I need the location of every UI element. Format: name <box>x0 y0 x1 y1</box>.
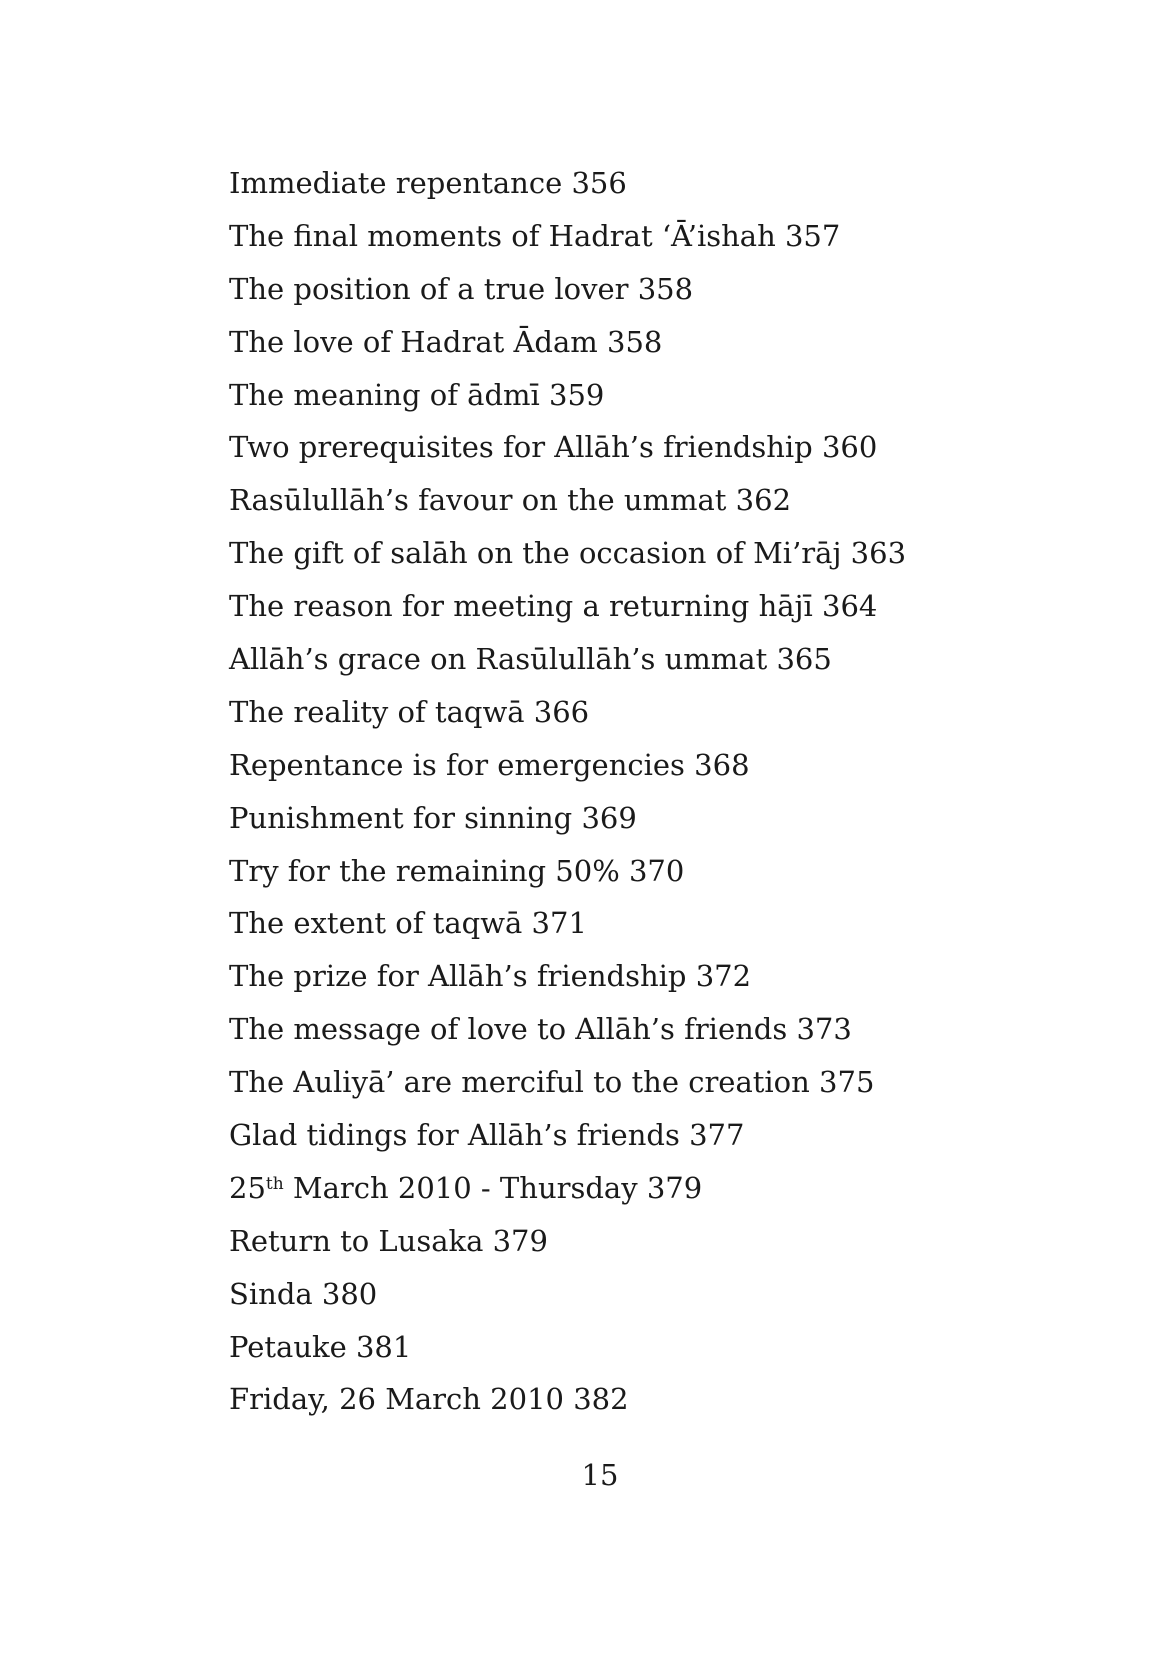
toc-entry-page: 358 <box>607 324 663 359</box>
toc-entry-title: Repentance is for emergencies <box>229 747 685 782</box>
toc-entry-title: Two prerequisites for Allāh’s friendship <box>229 430 813 465</box>
toc-entry-page: 357 <box>784 218 841 253</box>
toc-entry-title: Petauke <box>229 1329 347 1364</box>
toc-entry-title: Immediate repentance <box>229 166 563 200</box>
toc-entry-date-day: 25 <box>229 1170 266 1205</box>
toc-entry-title: The Auliyā’ are merciful to the creation <box>229 1065 810 1100</box>
toc-entry-title: Friday, 26 March 2010 <box>229 1382 564 1417</box>
toc-entry-page: 364 <box>822 589 878 624</box>
toc-entry-page: 363 <box>850 536 907 571</box>
toc-entry <box>229 1008 1109 1061</box>
toc-entry-page: 380 <box>321 1276 378 1311</box>
toc-entry-title: The message of love to Allāh’s friends <box>229 1012 788 1047</box>
toc-entry <box>229 1378 1109 1431</box>
table-of-contents <box>229 162 1109 1431</box>
toc-entry-title: The position of a true lover <box>229 271 629 306</box>
toc-entry-page: 377 <box>689 1118 745 1153</box>
toc-entry-page: 360 <box>821 430 878 465</box>
toc-entry-page: 381 <box>355 1329 412 1364</box>
toc-entry-page: 373 <box>796 1012 852 1047</box>
toc-entry <box>229 1114 1109 1167</box>
toc-entry <box>229 744 1109 797</box>
toc-entry <box>229 1273 1109 1326</box>
toc-entry-title: Return to Lusaka <box>229 1223 484 1258</box>
toc-entry-date-suffix: th <box>265 1173 284 1194</box>
toc-entry <box>229 321 1109 374</box>
toc-entry <box>229 1220 1109 1273</box>
toc-entry <box>229 215 1109 268</box>
toc-entry-page: 366 <box>533 694 590 729</box>
toc-entry <box>229 902 1109 955</box>
toc-entry-title: Allāh’s grace on Rasūlullāh’s ummat <box>229 642 768 677</box>
toc-entry <box>229 691 1109 744</box>
toc-entry-page: 365 <box>776 642 832 677</box>
toc-entry-title: The gift of salāh on the occasion of Mi’rāj <box>229 536 842 571</box>
toc-entry <box>229 162 1109 215</box>
toc-entry-title: Try for the remaining 50% <box>229 853 620 888</box>
page-number: 15 <box>581 1458 619 1492</box>
toc-entry-page: 371 <box>531 906 587 941</box>
toc-entry-title: The reason for meeting a returning hājī <box>229 589 813 624</box>
toc-entry-title: The extent of taqwā <box>229 906 523 941</box>
toc-entry-page: 368 <box>694 747 750 782</box>
toc-entry-page: 358 <box>637 271 694 306</box>
toc-entry-page: 379 <box>492 1223 548 1258</box>
toc-entry-title: The meaning of ādmī <box>229 377 540 412</box>
toc-entry <box>229 426 1109 479</box>
toc-entry-page: 370 <box>628 853 685 888</box>
toc-entry <box>229 955 1109 1008</box>
toc-entry-title: Glad tidings for Allāh’s friends <box>229 1118 680 1153</box>
toc-entry <box>229 850 1109 903</box>
toc-entry <box>229 268 1109 321</box>
toc-entry-page: 375 <box>819 1065 875 1100</box>
toc-entry-title: The love of Hadrat Ādam <box>229 324 598 359</box>
toc-entry-page: 356 <box>571 166 627 200</box>
toc-entry-page: 379 <box>646 1170 703 1205</box>
toc-entry-title: Rasūlullāh’s favour on the ummat <box>229 483 727 518</box>
toc-entry <box>229 479 1109 532</box>
toc-entry-page: 362 <box>735 483 792 518</box>
toc-entry <box>229 1167 1109 1220</box>
toc-entry-title: The prize for Allāh’s friendship <box>229 959 687 994</box>
toc-entry-page: 369 <box>581 800 637 835</box>
toc-entry <box>229 1061 1109 1114</box>
toc-entry-title: The final moments of Hadrat ‘Ā’ishah <box>229 218 776 253</box>
toc-entry <box>229 797 1109 850</box>
toc-entry-page: 359 <box>549 377 605 412</box>
toc-entry-title: Sinda <box>229 1276 313 1311</box>
toc-entry-title: March 2010 - Thursday <box>292 1170 638 1205</box>
toc-entry <box>229 585 1109 638</box>
toc-entry-title: Punishment for sinning <box>229 800 573 835</box>
toc-entry <box>229 532 1109 585</box>
toc-entry-page: 382 <box>573 1382 629 1417</box>
toc-entry <box>229 374 1109 427</box>
toc-entry-page: 372 <box>695 959 752 994</box>
toc-entry <box>229 638 1109 691</box>
toc-entry <box>229 1326 1109 1379</box>
toc-entry-title: The reality of taqwā <box>229 694 525 729</box>
